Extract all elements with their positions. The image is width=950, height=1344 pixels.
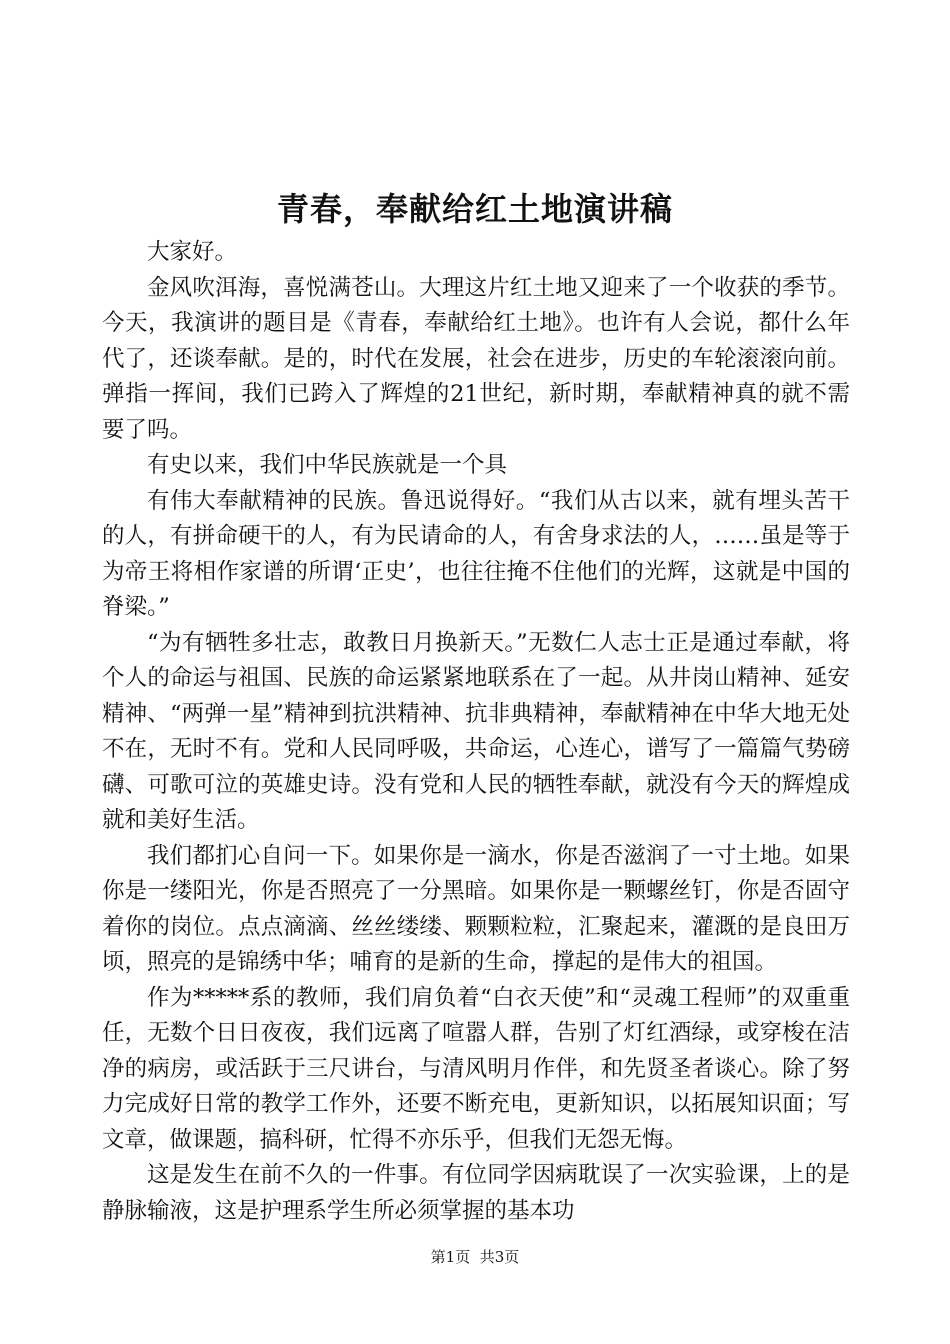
document-body bbox=[102, 235, 850, 1229]
paragraph: 作为*****系的教师，我们肩负着“白衣天使”和“灵魂工程师”的双重重任，无数个日日夜夜，我们远离了喧嚣人群，告别了灯红酒绿，或穿梭在洁净的病房，或活跃于三尺讲台，与清风明月作伴，和先贤圣者谈心。除了努力完成好日常的教学工作外，还要不断充电，更新知识，以拓展知识面；写文章，做课题，搞科研，忙得不亦乐乎，但我们无怨无悔。 bbox=[102, 984, 850, 1153]
document-title: 青春，奉献给红土地演讲稿 bbox=[276, 190, 673, 228]
paragraph: 大家好。 bbox=[147, 239, 238, 265]
page-footer bbox=[0, 1247, 950, 1267]
paragraph: 金风吹洱海，喜悦满苍山。大理这片红土地又迎来了一个收获的季节。今天，我演讲的题目是《青春，奉献给红土地》。也许有人会说，都什么年代了，还谈奉献。是的，时代在发展，社会在进步，历史的车轮滚滚向前。弹指一挥间，我们已跨入了辉煌的21世纪，新时期，奉献精神真的就不需要了吗。 bbox=[102, 274, 850, 443]
paragraph: “为有牺牲多壮志，敢教日月换新天。”无数仁人志士正是通过奉献，将个人的命运与祖国、民族的命运紧紧地联系在了一起。从井岗山精神、延安精神、“两弹一星”精神到抗洪精神、抗非典精神，奉献精神在中华大地无处不在，无时不有。党和人民同呼吸，共命运，心连心，谱写了一篇篇气势磅礴、可歌可泣的英雄史诗。没有党和人民的牺牲奉献，就没有今天的辉煌成就和美好生活。 bbox=[102, 629, 850, 833]
page-number: 第1页 bbox=[430, 1248, 471, 1266]
paragraph: 这是发生在前不久的一件事。有位同学因病耽误了一次实验课，上的是静脉输液，这是护理系学生所必须掌握的基本功 bbox=[102, 1162, 850, 1224]
paragraph: 我们都扪心自问一下。如果你是一滴水，你是否滋润了一寸土地。如果你是一缕阳光，你是否照亮了一分黑暗。如果你是一颗螺丝钉，你是否固守着你的岗位。点点滴滴、丝丝缕缕、颗颗粒粒，汇聚起来，灌溉的是良田万顷，照亮的是锦绣中华；哺育的是新的生命，撑起的是伟大的祖国。 bbox=[102, 842, 850, 975]
page-total: 共3页 bbox=[479, 1248, 520, 1266]
paragraph: 有伟大奉献精神的民族。鲁迅说得好。“我们从古以来，就有埋头苦干的人，有拼命硬干的人，有为民请命的人，有舍身求法的人，……虽是等于为帝王将相作家谱的所谓‘正史’，也往往掩不住他们的光辉，这就是中国的脊梁。” bbox=[102, 487, 850, 620]
paragraph: 有史以来，我们中华民族就是一个具 bbox=[147, 452, 508, 478]
